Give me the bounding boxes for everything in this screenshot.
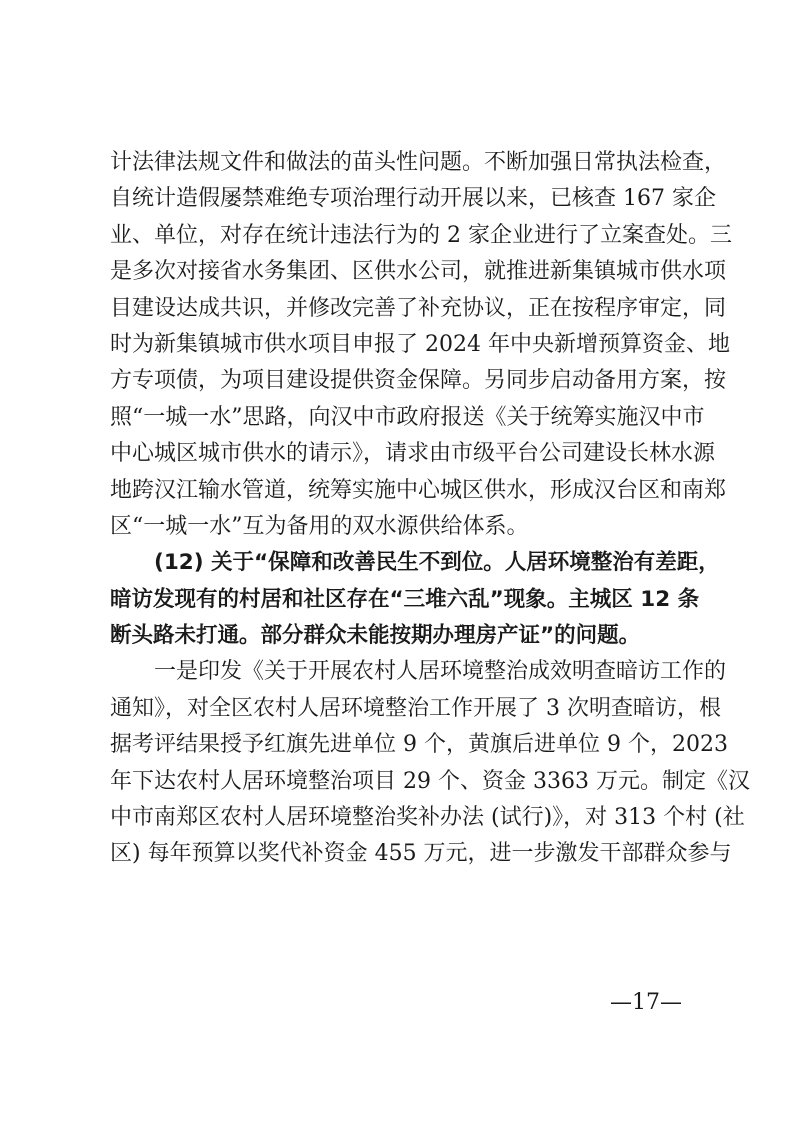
body-line: 业、单位，对存在统计违法行为的 2 家企业进行了立案查处。三 — [110, 222, 732, 248]
body-line: 地跨汉江输水管道，统筹实施中心城区供水，形成汉台区和南郑 — [110, 477, 727, 503]
body-line: 通知》，对全区农村人居环境整治工作开展了 3 次明查暗访，根 — [110, 695, 721, 721]
body-line: 区) 每年预算以奖代补资金 455 万元，进一步激发干部群众参与 — [110, 841, 732, 867]
body-line: 是多次对接省水务集团、区供水公司，就推进新集镇城市供水项 — [110, 259, 727, 285]
body-line: 目建设达成共识，并修改完善了补充协议，正在按程序审定，同 — [110, 295, 727, 321]
section-heading-line: (12) 关于“保障和改善民生不到位。人居环境整治有差距， — [154, 550, 720, 576]
page-number: —17— — [610, 990, 682, 1015]
body-line: 中心城区城市供水的请示》，请求由市级平台公司建设长林水源 — [110, 441, 716, 467]
body-line: 据考评结果授予红旗先进单位 9 个，黄旗后进单位 9 个，2023 — [110, 732, 728, 758]
document-body — [110, 145, 750, 873]
body-line: 一是印发《关于开展农村人居环境整治成效明查暗访工作的 — [154, 659, 727, 685]
body-line: 计法律法规文件和做法的苗头性问题。不断加强日常执法检查， — [110, 150, 727, 175]
body-line: 时为新集镇城市供水项目申报了 2024 年中央新增预算资金、地 — [110, 331, 730, 357]
body-line: 方专项债，为项目建设提供资金保障。另同步启动备用方案，按 — [110, 368, 727, 394]
body-line: 照“一城一水”思路，向汉中市政府报送《关于统筹实施汉中市 — [110, 404, 705, 430]
body-line: 年下达农村人居环境整治项目 29 个、资金 3363 万元。制定《汉 — [110, 768, 750, 794]
section-heading-line: 断头路未打通。部分群众未能按期办理房产证”的问题。 — [110, 623, 641, 649]
body-line: 自统计造假屡禁难绝专项治理行动开展以来，已核查 167 家企 — [110, 186, 716, 212]
section-heading-line: 暗访发现有的村居和社区存在“三堆六乱”现象。主城区 12 条 — [110, 586, 700, 612]
body-line: 区“一城一水”互为备用的双水源供给体系。 — [110, 513, 529, 539]
body-line: 中市南郑区农村人居环境整治奖补办法 (试行)》，对 313 个村 (社 — [110, 805, 745, 831]
